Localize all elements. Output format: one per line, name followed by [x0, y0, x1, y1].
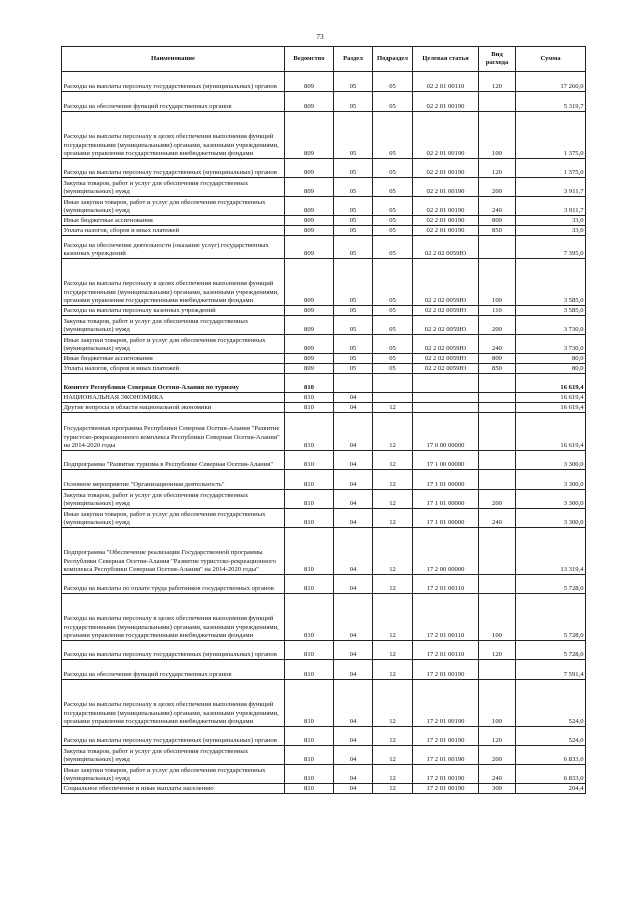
row-vedomstvo: 810: [285, 470, 334, 490]
table-row: [62, 159, 586, 178]
row-expense-type: [479, 92, 516, 112]
table-row: [62, 112, 586, 159]
row-expense-type: 200: [479, 178, 516, 197]
row-sum: 16 619,4: [516, 413, 586, 451]
row-target-article: 02 2 01 00190: [413, 92, 479, 112]
row-expense-type: 800: [479, 354, 516, 364]
row-razdel: 05: [334, 72, 373, 92]
row-target-article: 17 1 01 00000: [413, 509, 479, 528]
row-expense-type: 800: [479, 216, 516, 226]
row-podrazdel: 12: [373, 403, 413, 413]
row-razdel: 04: [334, 746, 373, 765]
row-vedomstvo: 810: [285, 727, 334, 746]
row-sum: 1 375,0: [516, 112, 586, 159]
table-row: [62, 490, 586, 509]
row-target-article: 02 2 02 0059Ю: [413, 259, 479, 306]
row-vedomstvo: 809: [285, 197, 334, 216]
row-name: Иные закупки товаров, работ и услуг для обеспечения государственных (муниципальных) нужд: [62, 197, 285, 216]
row-vedomstvo: 810: [285, 784, 334, 794]
row-target-article: 17 1 00 00000: [413, 451, 479, 470]
row-sum: 3 911,7: [516, 178, 586, 197]
table-row: [62, 765, 586, 784]
row-sum: 524,0: [516, 727, 586, 746]
row-vedomstvo: 809: [285, 335, 334, 354]
table-row: [62, 403, 586, 413]
row-expense-type: 110: [479, 306, 516, 316]
row-podrazdel: 12: [373, 594, 413, 641]
table-row: [62, 354, 586, 364]
row-target-article: 17 2 01 00190: [413, 746, 479, 765]
row-vedomstvo: 810: [285, 575, 334, 594]
row-vedomstvo: 810: [285, 393, 334, 403]
row-vedomstvo: 810: [285, 680, 334, 727]
row-razdel: 05: [334, 306, 373, 316]
row-vedomstvo: 809: [285, 72, 334, 92]
row-vedomstvo: 810: [285, 413, 334, 451]
row-podrazdel: 05: [373, 354, 413, 364]
row-name: НАЦИОНАЛЬНАЯ ЭКОНОМИКА: [62, 393, 285, 403]
row-sum: 16 619,4: [516, 403, 586, 413]
table-body: [62, 72, 586, 794]
row-expense-type: 850: [479, 364, 516, 374]
table-row: [62, 72, 586, 92]
row-podrazdel: 05: [373, 178, 413, 197]
row-expense-type: 120: [479, 727, 516, 746]
row-vedomstvo: 809: [285, 306, 334, 316]
row-podrazdel: [373, 374, 413, 393]
row-vedomstvo: 809: [285, 159, 334, 178]
row-razdel: 04: [334, 680, 373, 727]
row-razdel: 04: [334, 509, 373, 528]
row-sum: 5 728,0: [516, 594, 586, 641]
row-razdel: 04: [334, 727, 373, 746]
row-razdel: 04: [334, 403, 373, 413]
row-name: Закупка товаров, работ и услуг для обеспечения государственных (муниципальных) нужд: [62, 490, 285, 509]
row-sum: 3 300,0: [516, 470, 586, 490]
row-target-article: 02 2 02 0059Ю: [413, 316, 479, 335]
row-sum: 1 375,0: [516, 159, 586, 178]
table-row: [62, 746, 586, 765]
budget-table: [61, 46, 586, 794]
row-name: Государственная программа Республики Северная Осетия-Алания "Развитие туристско-рекреационного комплекса Республики Северная Осетия-Алания" на 2014-2020 годы: [62, 413, 285, 451]
row-target-article: [413, 393, 479, 403]
row-target-article: [413, 374, 479, 393]
row-sum: 3 300,0: [516, 490, 586, 509]
row-name: Уплата налогов, сборов и иных платежей: [62, 364, 285, 374]
row-expense-type: 200: [479, 490, 516, 509]
row-sum: 5 319,7: [516, 92, 586, 112]
row-target-article: 17 2 01 00190: [413, 727, 479, 746]
row-podrazdel: 05: [373, 364, 413, 374]
row-sum: 33,0: [516, 216, 586, 226]
row-name: Социальное обеспечение и иные выплаты населению: [62, 784, 285, 794]
row-vedomstvo: 809: [285, 259, 334, 306]
row-expense-type: [479, 660, 516, 680]
row-target-article: 17 2 01 00190: [413, 765, 479, 784]
row-sum: 7 395,0: [516, 236, 586, 259]
row-vedomstvo: 809: [285, 112, 334, 159]
row-podrazdel: 12: [373, 727, 413, 746]
row-name: Иные закупки товаров, работ и услуг для обеспечения государственных (муниципальных) нужд: [62, 765, 285, 784]
row-podrazdel: 12: [373, 451, 413, 470]
table-row: [62, 374, 586, 393]
row-vedomstvo: 810: [285, 403, 334, 413]
page-number: 73: [316, 32, 324, 41]
header-razdel: Раздел: [334, 47, 373, 72]
row-target-article: 02 2 01 00110: [413, 72, 479, 92]
row-sum: 6 833,0: [516, 765, 586, 784]
row-sum: 16 619,4: [516, 393, 586, 403]
row-podrazdel: 12: [373, 470, 413, 490]
row-expense-type: 850: [479, 226, 516, 236]
row-name: Подпрограмма "Обеспечение реализации Государственной программы Республики Северная Осетия-Алания "Развитие туристско-рекреационного комплекса Республики Северная Осетия-Алания" на 2014-2020 годы": [62, 528, 285, 575]
row-name: Уплата налогов, сборов и иных платежей: [62, 226, 285, 236]
table-row: [62, 413, 586, 451]
row-target-article: [413, 403, 479, 413]
row-sum: 3 730,0: [516, 316, 586, 335]
table-row: [62, 236, 586, 259]
row-expense-type: [479, 236, 516, 259]
row-name: Расходы на выплаты персоналу государственных (муниципальных) органов: [62, 641, 285, 660]
row-podrazdel: 12: [373, 528, 413, 575]
row-podrazdel: [373, 393, 413, 403]
row-razdel: 05: [334, 364, 373, 374]
row-podrazdel: 05: [373, 259, 413, 306]
row-vedomstvo: 809: [285, 236, 334, 259]
row-razdel: 05: [334, 226, 373, 236]
row-name: Закупка товаров, работ и услуг для обеспечения государственных (муниципальных) нужд: [62, 746, 285, 765]
row-podrazdel: 12: [373, 784, 413, 794]
row-name: Расходы на обеспечение функций государственных органов: [62, 92, 285, 112]
row-expense-type: [479, 403, 516, 413]
table-row: [62, 216, 586, 226]
row-expense-type: [479, 393, 516, 403]
row-expense-type: [479, 451, 516, 470]
table-row: [62, 509, 586, 528]
row-podrazdel: 05: [373, 197, 413, 216]
row-target-article: 17 1 01 00000: [413, 470, 479, 490]
row-podrazdel: 05: [373, 316, 413, 335]
row-razdel: 04: [334, 490, 373, 509]
row-vedomstvo: 810: [285, 594, 334, 641]
row-expense-type: 100: [479, 112, 516, 159]
row-razdel: 05: [334, 178, 373, 197]
row-podrazdel: 05: [373, 216, 413, 226]
row-target-article: 02 2 01 00190: [413, 197, 479, 216]
table-row: [62, 178, 586, 197]
row-target-article: 02 2 02 0059Ю: [413, 236, 479, 259]
row-razdel: 05: [334, 197, 373, 216]
row-sum: 33,0: [516, 226, 586, 236]
row-name: Расходы на выплаты персоналу в целях обеспечения выполнения функций государственными (муниципальными) органами, казенными учреждениями, органами управления государственными внебюджетными фондами: [62, 112, 285, 159]
table-row: [62, 197, 586, 216]
row-vedomstvo: 810: [285, 746, 334, 765]
row-razdel: 04: [334, 413, 373, 451]
row-razdel: 04: [334, 594, 373, 641]
table-row: [62, 335, 586, 354]
row-podrazdel: 05: [373, 306, 413, 316]
row-podrazdel: 05: [373, 226, 413, 236]
row-target-article: 17 0 00 00000: [413, 413, 479, 451]
row-razdel: 04: [334, 765, 373, 784]
table-row: [62, 306, 586, 316]
row-sum: 80,0: [516, 364, 586, 374]
row-target-article: 17 2 00 00000: [413, 528, 479, 575]
table-row: [62, 680, 586, 727]
table-row: [62, 575, 586, 594]
header-vedomstvo: Ведомство: [285, 47, 334, 72]
row-podrazdel: 05: [373, 72, 413, 92]
table-row: [62, 316, 586, 335]
header-name: Наименование: [62, 47, 285, 72]
row-vedomstvo: 810: [285, 528, 334, 575]
row-sum: 3 585,0: [516, 259, 586, 306]
row-podrazdel: 05: [373, 112, 413, 159]
row-podrazdel: 12: [373, 413, 413, 451]
table-row: [62, 92, 586, 112]
row-razdel: 05: [334, 92, 373, 112]
row-podrazdel: 05: [373, 236, 413, 259]
row-expense-type: 240: [479, 765, 516, 784]
row-target-article: 02 2 01 00190: [413, 216, 479, 226]
row-target-article: 02 2 01 00190: [413, 112, 479, 159]
row-expense-type: 100: [479, 259, 516, 306]
table-row: [62, 226, 586, 236]
row-target-article: 17 2 01 00110: [413, 594, 479, 641]
row-sum: 3 585,0: [516, 306, 586, 316]
row-name: Расходы на выплаты по оплате труда работников государственных органов: [62, 575, 285, 594]
row-target-article: 17 2 01 00190: [413, 660, 479, 680]
row-sum: 204,4: [516, 784, 586, 794]
row-razdel: 05: [334, 159, 373, 178]
row-sum: 524,0: [516, 680, 586, 727]
row-podrazdel: 05: [373, 335, 413, 354]
row-vedomstvo: 809: [285, 364, 334, 374]
row-expense-type: 120: [479, 159, 516, 178]
row-expense-type: 300: [479, 784, 516, 794]
row-sum: 13 319,4: [516, 528, 586, 575]
row-expense-type: [479, 413, 516, 451]
row-expense-type: 120: [479, 72, 516, 92]
row-razdel: 05: [334, 236, 373, 259]
row-razdel: 04: [334, 784, 373, 794]
row-name: Расходы на обеспечение деятельности (оказание услуг) государственных казенных учреждений: [62, 236, 285, 259]
row-name: Расходы на обеспечение функций государственных органов: [62, 660, 285, 680]
row-vedomstvo: 809: [285, 216, 334, 226]
row-vedomstvo: 810: [285, 490, 334, 509]
row-vedomstvo: 809: [285, 316, 334, 335]
row-vedomstvo: 810: [285, 765, 334, 784]
row-vedomstvo: 810: [285, 660, 334, 680]
row-expense-type: 100: [479, 680, 516, 727]
header-row: [62, 47, 586, 72]
row-target-article: 02 2 01 00190: [413, 159, 479, 178]
row-target-article: 17 1 01 00000: [413, 490, 479, 509]
row-name: Иные бюджетные ассигнования: [62, 216, 285, 226]
row-sum: 16 619,4: [516, 374, 586, 393]
row-sum: 5 728,0: [516, 575, 586, 594]
row-podrazdel: 12: [373, 660, 413, 680]
row-razdel: 04: [334, 528, 373, 575]
row-sum: 3 300,0: [516, 509, 586, 528]
row-expense-type: 200: [479, 316, 516, 335]
row-podrazdel: 12: [373, 641, 413, 660]
row-name: Расходы на выплаты персоналу в целях обеспечения выполнения функций государственными (муниципальными) органами, казенными учреждениями, органами управления государственными внебюджетными фондами: [62, 594, 285, 641]
row-razdel: 05: [334, 335, 373, 354]
row-name: Закупка товаров, работ и услуг для обеспечения государственных (муниципальных) нужд: [62, 316, 285, 335]
table-row: [62, 364, 586, 374]
row-target-article: 02 2 01 00190: [413, 226, 479, 236]
row-target-article: 02 2 02 0059Ю: [413, 364, 479, 374]
row-razdel: 05: [334, 316, 373, 335]
row-expense-type: 240: [479, 197, 516, 216]
row-expense-type: [479, 528, 516, 575]
header-target-article: Целевая статья: [413, 47, 479, 72]
row-sum: 80,0: [516, 354, 586, 364]
row-expense-type: 100: [479, 594, 516, 641]
row-razdel: 05: [334, 216, 373, 226]
row-vedomstvo: 809: [285, 178, 334, 197]
row-name: Иные закупки товаров, работ и услуг для обеспечения государственных (муниципальных) нужд: [62, 335, 285, 354]
row-name: Подпрограмма "Развитие туризма в Республике Северная Осетия-Алания": [62, 451, 285, 470]
table-row: [62, 727, 586, 746]
row-razdel: 04: [334, 575, 373, 594]
table-row: [62, 393, 586, 403]
table-row: [62, 594, 586, 641]
row-podrazdel: 12: [373, 680, 413, 727]
table-row: [62, 641, 586, 660]
table-row: [62, 470, 586, 490]
row-razdel: 04: [334, 660, 373, 680]
row-vedomstvo: 810: [285, 374, 334, 393]
row-vedomstvo: 809: [285, 354, 334, 364]
row-razdel: 04: [334, 451, 373, 470]
row-sum: 3 911,7: [516, 197, 586, 216]
row-expense-type: 240: [479, 509, 516, 528]
row-razdel: [334, 374, 373, 393]
row-razdel: 05: [334, 112, 373, 159]
row-name: Иные бюджетные ассигнования: [62, 354, 285, 364]
row-name: Другие вопросы в области национальной экономики: [62, 403, 285, 413]
row-name: Расходы на выплаты персоналу государственных (муниципальных) органов: [62, 727, 285, 746]
table-row: [62, 451, 586, 470]
row-name: Расходы на выплаты персоналу государственных (муниципальных) органов: [62, 72, 285, 92]
row-razdel: 04: [334, 393, 373, 403]
table-row: [62, 528, 586, 575]
row-name: Расходы на выплаты персоналу в целях обеспечения выполнения функций государственными (муниципальными) органами, казенными учреждениями, органами управления государственными внебюджетными фондами: [62, 259, 285, 306]
row-sum: 6 833,0: [516, 746, 586, 765]
row-razdel: 05: [334, 259, 373, 306]
row-target-article: 02 2 02 0059Ю: [413, 354, 479, 364]
row-razdel: 05: [334, 354, 373, 364]
row-expense-type: 120: [479, 641, 516, 660]
row-expense-type: [479, 575, 516, 594]
row-target-article: 17 2 01 00110: [413, 641, 479, 660]
row-sum: 5 728,0: [516, 641, 586, 660]
table-row: [62, 784, 586, 794]
row-name: Основное мероприятие "Организационная деятельность": [62, 470, 285, 490]
row-name: Иные закупки товаров, работ и услуг для обеспечения государственных (муниципальных) нужд: [62, 509, 285, 528]
row-expense-type: 240: [479, 335, 516, 354]
row-expense-type: [479, 470, 516, 490]
row-expense-type: 200: [479, 746, 516, 765]
row-name: Расходы на выплаты персоналу государственных (муниципальных) органов: [62, 159, 285, 178]
row-target-article: 17 2 01 00110: [413, 575, 479, 594]
row-razdel: 04: [334, 470, 373, 490]
header-expense-type: Вид расхода: [479, 47, 516, 72]
row-podrazdel: 12: [373, 490, 413, 509]
row-sum: 3 730,0: [516, 335, 586, 354]
row-name: Комитет Республики Северная Осетия-Алания по туризму: [62, 374, 285, 393]
row-sum: 3 300,0: [516, 451, 586, 470]
row-vedomstvo: 810: [285, 451, 334, 470]
row-vedomstvo: 810: [285, 509, 334, 528]
row-expense-type: [479, 374, 516, 393]
table-row: [62, 259, 586, 306]
row-podrazdel: 05: [373, 159, 413, 178]
row-target-article: 02 2 02 0059Ю: [413, 306, 479, 316]
row-podrazdel: 12: [373, 575, 413, 594]
row-target-article: 17 2 01 00190: [413, 784, 479, 794]
row-name: Расходы на выплаты персоналу в целях обеспечения выполнения функций государственными (муниципальными) органами, казенными учреждениями, органами управления государственными внебюджетными фондами: [62, 680, 285, 727]
row-vedomstvo: 810: [285, 641, 334, 660]
row-target-article: 17 2 01 00190: [413, 680, 479, 727]
row-podrazdel: 05: [373, 92, 413, 112]
row-name: Расходы на выплаты персоналу казенных учреждений: [62, 306, 285, 316]
row-name: Закупка товаров, работ и услуг для обеспечения государственных (муниципальных) нужд: [62, 178, 285, 197]
row-razdel: 04: [334, 641, 373, 660]
row-podrazdel: 12: [373, 509, 413, 528]
row-vedomstvo: 809: [285, 92, 334, 112]
table-row: [62, 660, 586, 680]
row-target-article: 02 2 02 0059Ю: [413, 335, 479, 354]
row-sum: 17 260,0: [516, 72, 586, 92]
header-sum: Сумма: [516, 47, 586, 72]
row-target-article: 02 2 01 00190: [413, 178, 479, 197]
row-podrazdel: 12: [373, 746, 413, 765]
row-podrazdel: 12: [373, 765, 413, 784]
row-vedomstvo: 809: [285, 226, 334, 236]
header-podrazdel: Подраздел: [373, 47, 413, 72]
row-sum: 7 591,4: [516, 660, 586, 680]
